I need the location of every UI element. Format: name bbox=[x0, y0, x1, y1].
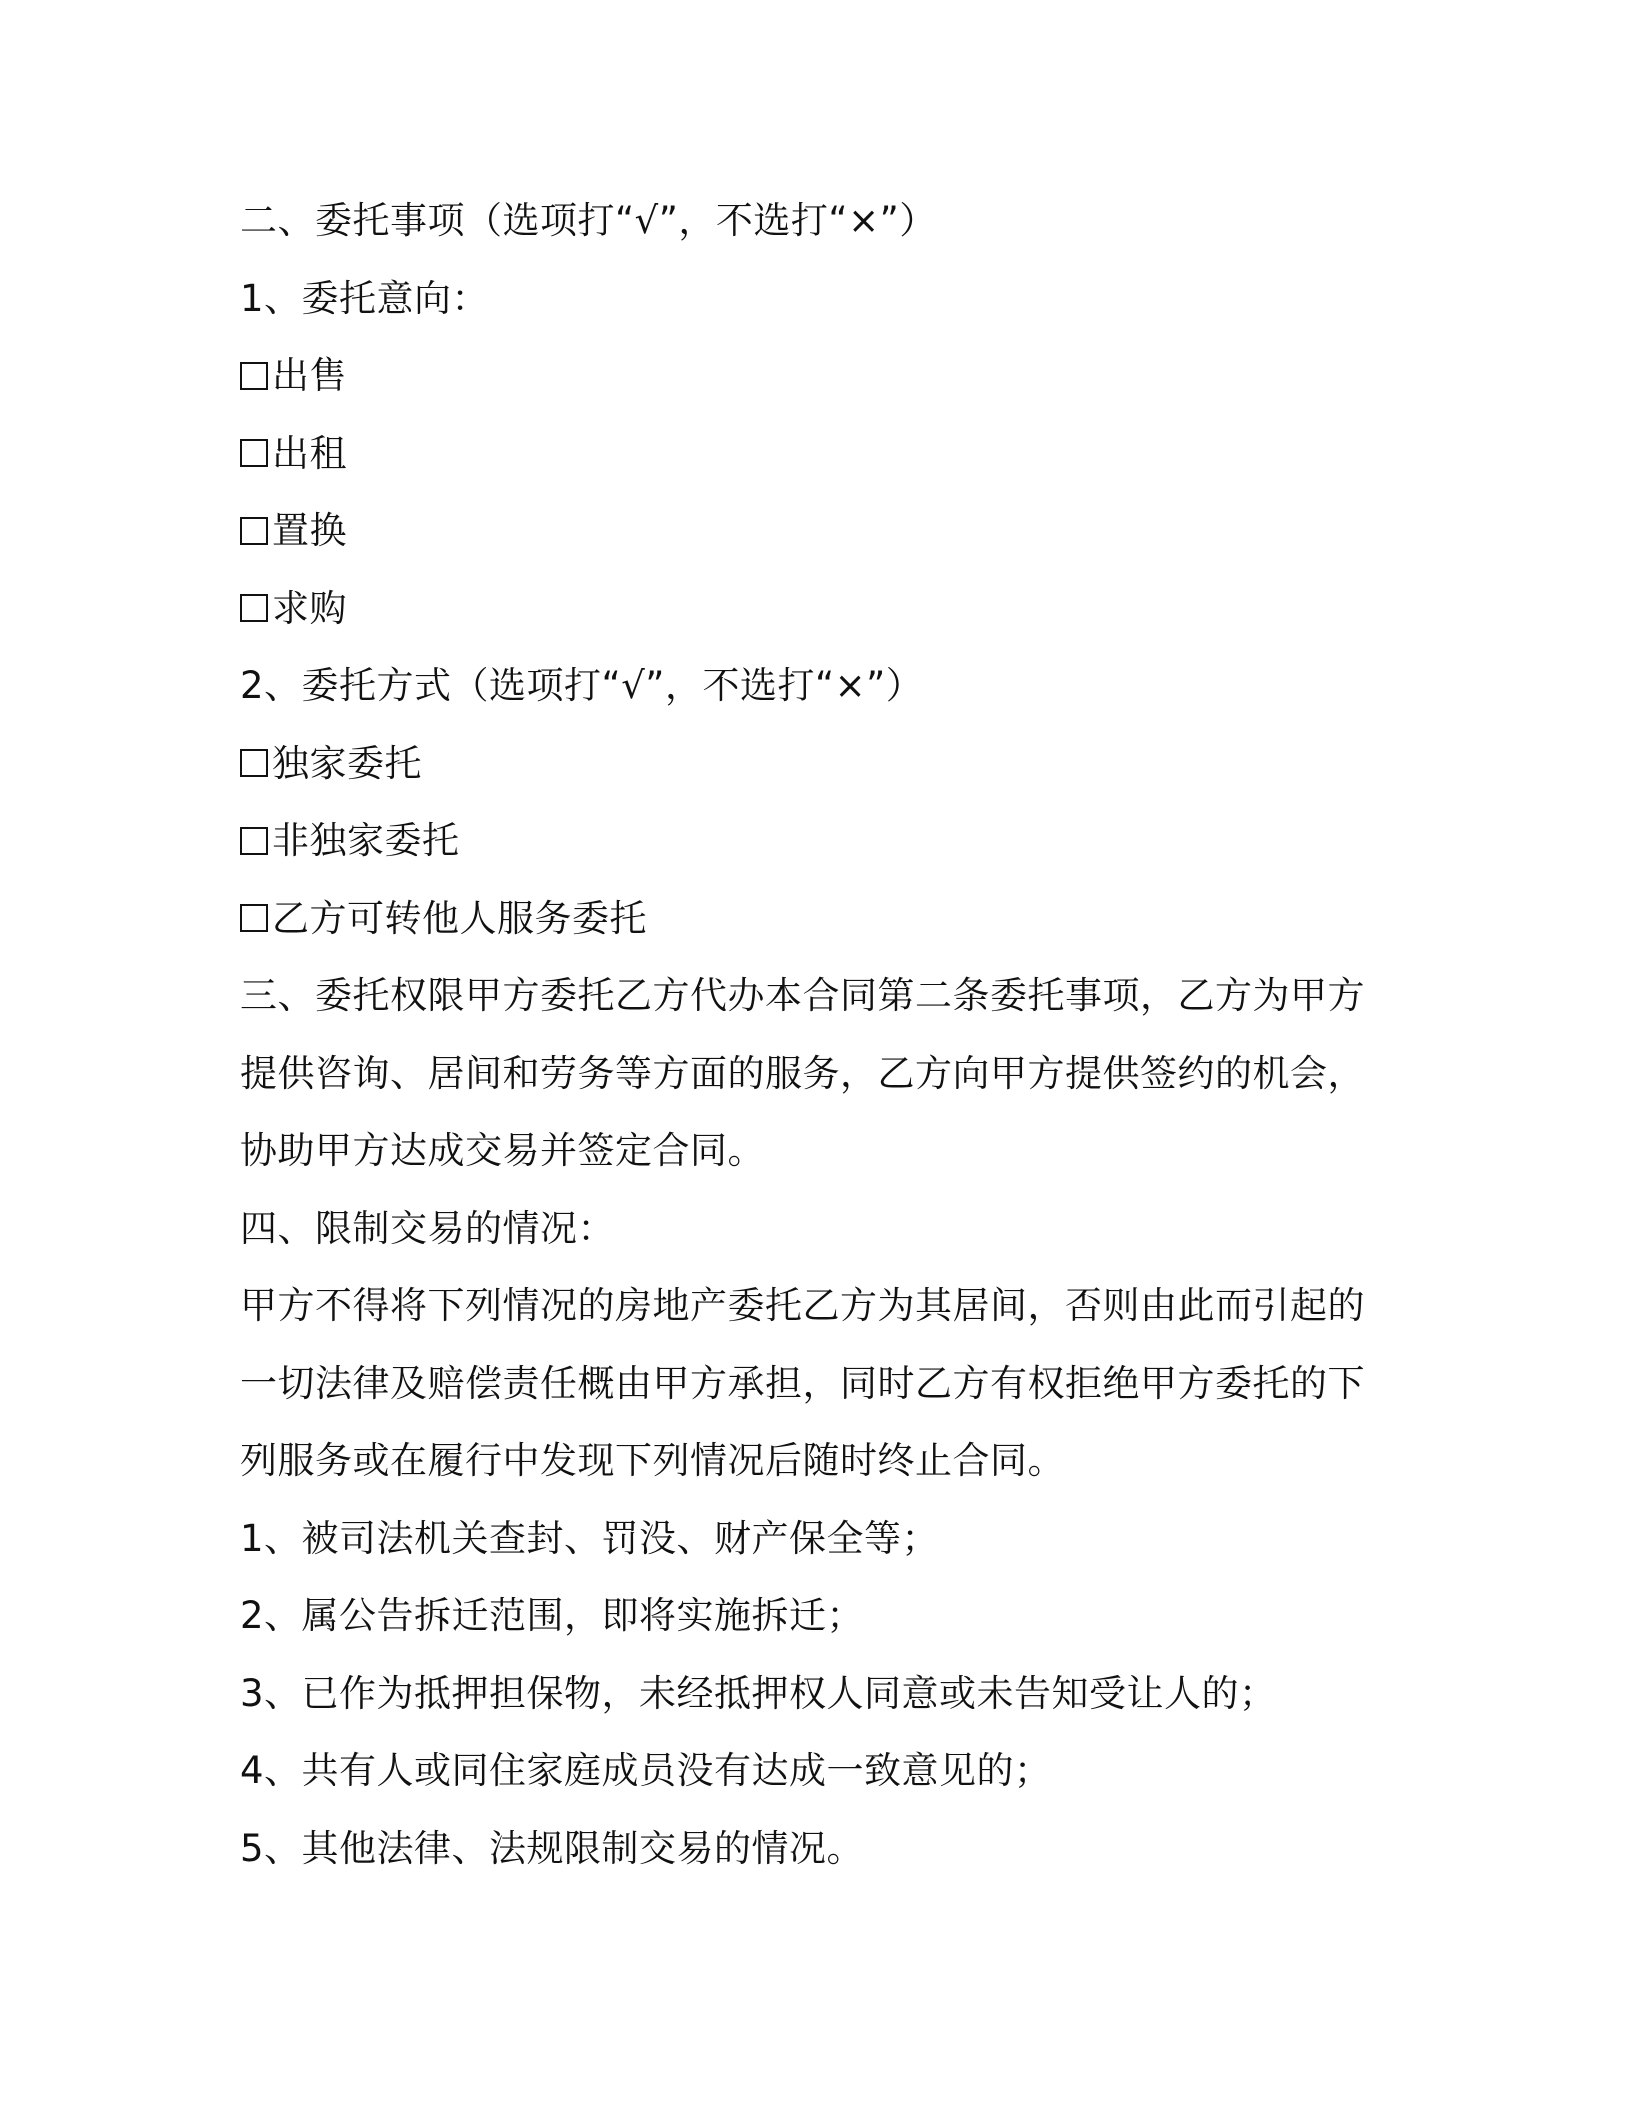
checkbox-icon[interactable] bbox=[240, 439, 268, 467]
section-3-line: 协助甲方达成交易并签定合同。 bbox=[240, 1129, 765, 1172]
option-label: 独家委托 bbox=[272, 741, 422, 785]
restriction-item: 4、共有人或同住家庭成员没有达成一致意见的； bbox=[240, 1749, 1052, 1792]
section-4-heading: 四、限制交易的情况： bbox=[240, 1206, 615, 1250]
option-label: 非独家委托 bbox=[272, 819, 460, 862]
section-2-heading: 二、委托事项（选项打“√”，不选打“×”） bbox=[240, 199, 937, 242]
checkbox-icon[interactable] bbox=[240, 594, 268, 622]
option-label: 求购 bbox=[272, 586, 347, 630]
intent-label: 1、委托意向： bbox=[240, 276, 490, 320]
restriction-item: 3、已作为抵押担保物，未经抵押权人同意或未告知受让人的； bbox=[240, 1671, 1277, 1715]
checkbox-icon[interactable] bbox=[240, 517, 268, 545]
checkbox-icon[interactable] bbox=[240, 904, 268, 932]
option-label: 出租 bbox=[272, 431, 347, 475]
section-4-intro-line: 甲方不得将下列情况的房地产委托乙方为其居间，否则由此而引起的 bbox=[240, 1284, 1365, 1327]
method-option-exclusive[interactable] bbox=[240, 725, 1370, 803]
restriction-item: 1、被司法机关查封、罚没、财产保全等； bbox=[240, 1516, 940, 1560]
checkbox-icon[interactable] bbox=[240, 362, 268, 390]
option-label: 出售 bbox=[272, 354, 347, 397]
method-option-non-exclusive[interactable] bbox=[240, 802, 1370, 880]
checkbox-icon[interactable] bbox=[240, 827, 268, 855]
section-4-intro-line: 列服务或在履行中发现下列情况后随时终止合同。 bbox=[240, 1439, 1065, 1482]
option-label: 置换 bbox=[272, 509, 347, 552]
method-label: 2、委托方式（选项打“√”，不选打“×”） bbox=[240, 664, 924, 707]
method-option-transferable[interactable] bbox=[240, 880, 1370, 958]
section-3-line: 三、委托权限甲方委托乙方代办本合同第二条委托事项，乙方为甲方 bbox=[240, 974, 1365, 1017]
document-page bbox=[240, 182, 1370, 1887]
intent-option-purchase[interactable] bbox=[240, 570, 1370, 648]
section-4-intro-line: 一切法律及赔偿责任概由甲方承担，同时乙方有权拒绝甲方委托的下 bbox=[240, 1361, 1365, 1405]
intent-option-sell[interactable] bbox=[240, 337, 1370, 415]
restriction-item: 5、其他法律、法规限制交易的情况。 bbox=[240, 1826, 865, 1870]
restriction-item: 2、属公告拆迁范围，即将实施拆迁； bbox=[240, 1594, 865, 1637]
intent-option-rent[interactable] bbox=[240, 415, 1370, 493]
option-label: 乙方可转他人服务委托 bbox=[272, 896, 647, 940]
section-3-line: 提供咨询、居间和劳务等方面的服务，乙方向甲方提供签约的机会， bbox=[240, 1051, 1365, 1095]
checkbox-icon[interactable] bbox=[240, 749, 268, 777]
intent-option-exchange[interactable] bbox=[240, 492, 1370, 570]
